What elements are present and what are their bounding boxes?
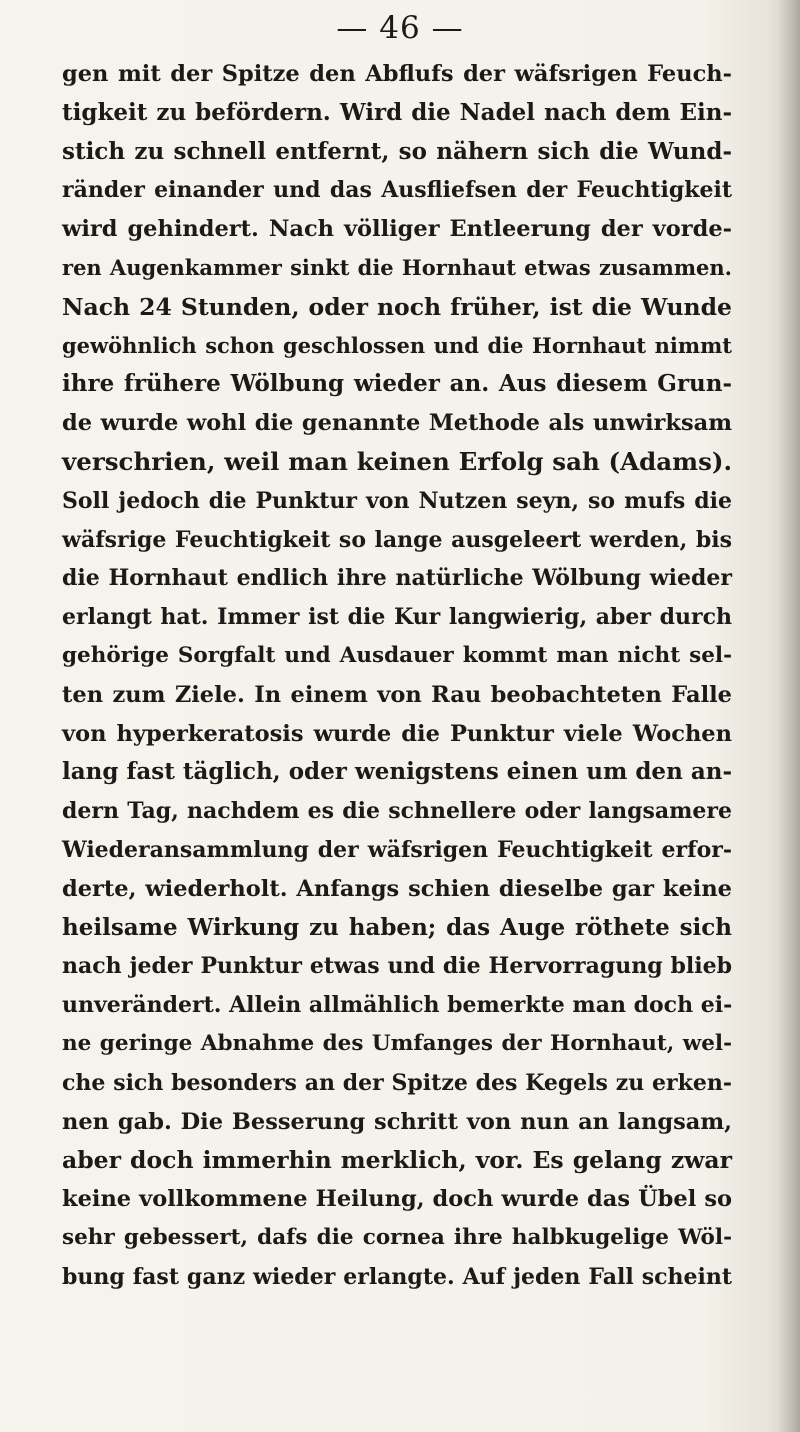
text-line: tigkeit zu befördern. Wird die Nadel nach dem Ein-: [62, 98, 732, 126]
text-line: Soll jedoch die Punktur von Nutzen seyn, so mufs die: [62, 487, 732, 514]
text-line: ren Augenkammer sinkt die Hornhaut etwas zusammen.: [62, 254, 732, 280]
text-line: erlangt hat. Immer ist die Kur langwierig, aber durch: [62, 604, 732, 631]
text-line: nen gab. Die Besserung schritt von nun an langsam,: [62, 1108, 732, 1135]
page-edge-shadow: [778, 0, 800, 1432]
text-line: wird gehindert. Nach völliger Entleerung der vorde-: [62, 216, 732, 243]
text-line: Wiederansammlung der wäfsrigen Feuchtigkeit erfor-: [62, 836, 732, 863]
text-line: ten zum Ziele. In einem von Rau beobachteten Falle: [62, 681, 732, 708]
text-line: ränder einander und das Ausfliefsen der Feuchtigkeit: [62, 177, 732, 204]
text-line: Nach 24 Stunden, oder noch früher, ist die Wunde: [62, 292, 732, 321]
text-line: gehörige Sorgfalt und Ausdauer kommt man nicht sel-: [62, 642, 732, 668]
text-line: derte, wiederholt. Anfangs schien dieselbe gar keine: [62, 875, 732, 902]
text-line: bung fast ganz wieder erlangte. Auf jeden Fall scheint: [62, 1263, 732, 1290]
text-line: gewöhnlich schon geschlossen und die Hornhaut nimmt: [62, 332, 732, 358]
text-line: aber doch immerhin merklich, vor. Es gelang zwar: [62, 1146, 732, 1175]
body-text: [62, 55, 732, 1297]
text-line: sehr gebessert, dafs die cornea ihre halbkugelige Wöl-: [62, 1224, 732, 1250]
text-line: de wurde wohl die genannte Methode als unwirksam: [62, 410, 732, 437]
text-line: lang fast täglich, oder wenigstens einen um den an-: [62, 758, 732, 786]
text-line: heilsame Wirkung zu haben; das Auge röthete sich: [62, 913, 732, 941]
text-line: die Hornhaut endlich ihre natürliche Wölbung wieder: [62, 565, 732, 592]
text-line: keine vollkommene Heilung, doch wurde das Übel so: [62, 1186, 732, 1213]
text-line: stich zu schnell entfernt, so nähern sich die Wund-: [62, 137, 732, 165]
text-line: verschrien, weil man keinen Erfolg sah (Adams).: [62, 446, 732, 476]
text-line: von hyperkeratosis wurde die Punktur viele Wochen: [62, 720, 732, 747]
text-line: wäfsrige Feuchtigkeit so lange ausgeleert werden, bis: [62, 526, 732, 553]
text-line: dern Tag, nachdem es die schnellere oder langsamere: [62, 798, 732, 825]
text-line: nach jeder Punktur etwas und die Hervorragung blieb: [62, 953, 732, 980]
text-line: che sich besonders an der Spitze des Kegels zu erken-: [62, 1069, 732, 1096]
text-line: ne geringe Abnahme des Umfanges der Hornhaut, wel-: [62, 1030, 732, 1056]
text-line: unverändert. Allein allmählich bemerkte man doch ei-: [62, 992, 733, 1019]
text-line: gen mit der Spitze den Abflufs der wäfsrigen Feuch-: [62, 61, 732, 87]
text-line: ihre frühere Wölbung wieder an. Aus diesem Grun-: [62, 370, 732, 398]
page-number: — 46 —: [336, 10, 464, 46]
